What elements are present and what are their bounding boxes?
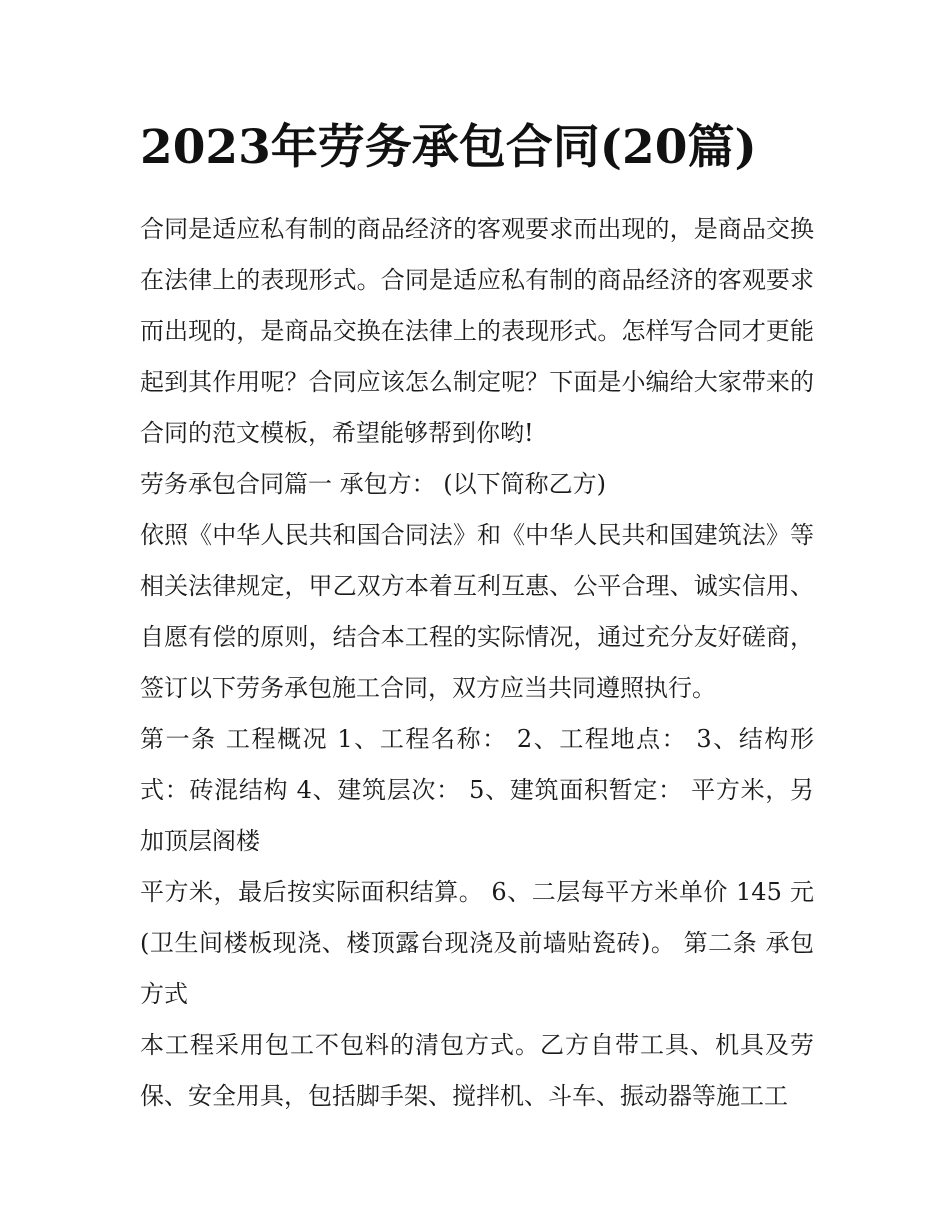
paragraph-legal-basis: 依照《中华人民共和国合同法》和《中华人民共和国建筑法》等相关法律规定，甲乙双方本着互利互惠、公平合理、诚实信用、自愿有偿的原则，结合本工程的实际情况，通过充分友好磋商，签订以下劳务承包施工合同，双方应当共同遵照执行。 [140,521,814,702]
document-title: 2023年劳务承包合同(20篇) [140,120,757,175]
paragraph-area-price: 平方米，最后按实际面积结算。 6、二层每平方米单价 145 元(卫生间楼板现浇、楼顶露台现浇及前墙贴瓷砖)。 第二条 承包方式 [140,878,814,1008]
paragraph-intro: 合同是适应私有制的商品经济的客观要求而出现的，是商品交换在法律上的表现形式。合同是适应私有制的商品经济的客观要求而出现的，是商品交换在法律上的表现形式。怎样写合同才更能起到其作用呢？合同应该怎么制定呢？下面是小编给大家带来的合同的范文模板，希望能够帮到你哟! [140,215,814,447]
paragraph-article-one: 第一条 工程概况 1、工程名称： 2、工程地点： 3、结构形式：砖混结构 4、建筑层次： 5、建筑面积暂定： 平方米，另加顶层阁楼 [140,725,814,855]
paragraph-contract-method: 本工程采用包工不包料的清包方式。乙方自带工具、机具及劳保、安全用具，包括脚手架、搅拌机、斗车、振动器等施工工 [140,1031,814,1110]
paragraph-contract-one-heading: 劳务承包合同篇一 承包方： (以下简称乙方) [140,470,606,498]
